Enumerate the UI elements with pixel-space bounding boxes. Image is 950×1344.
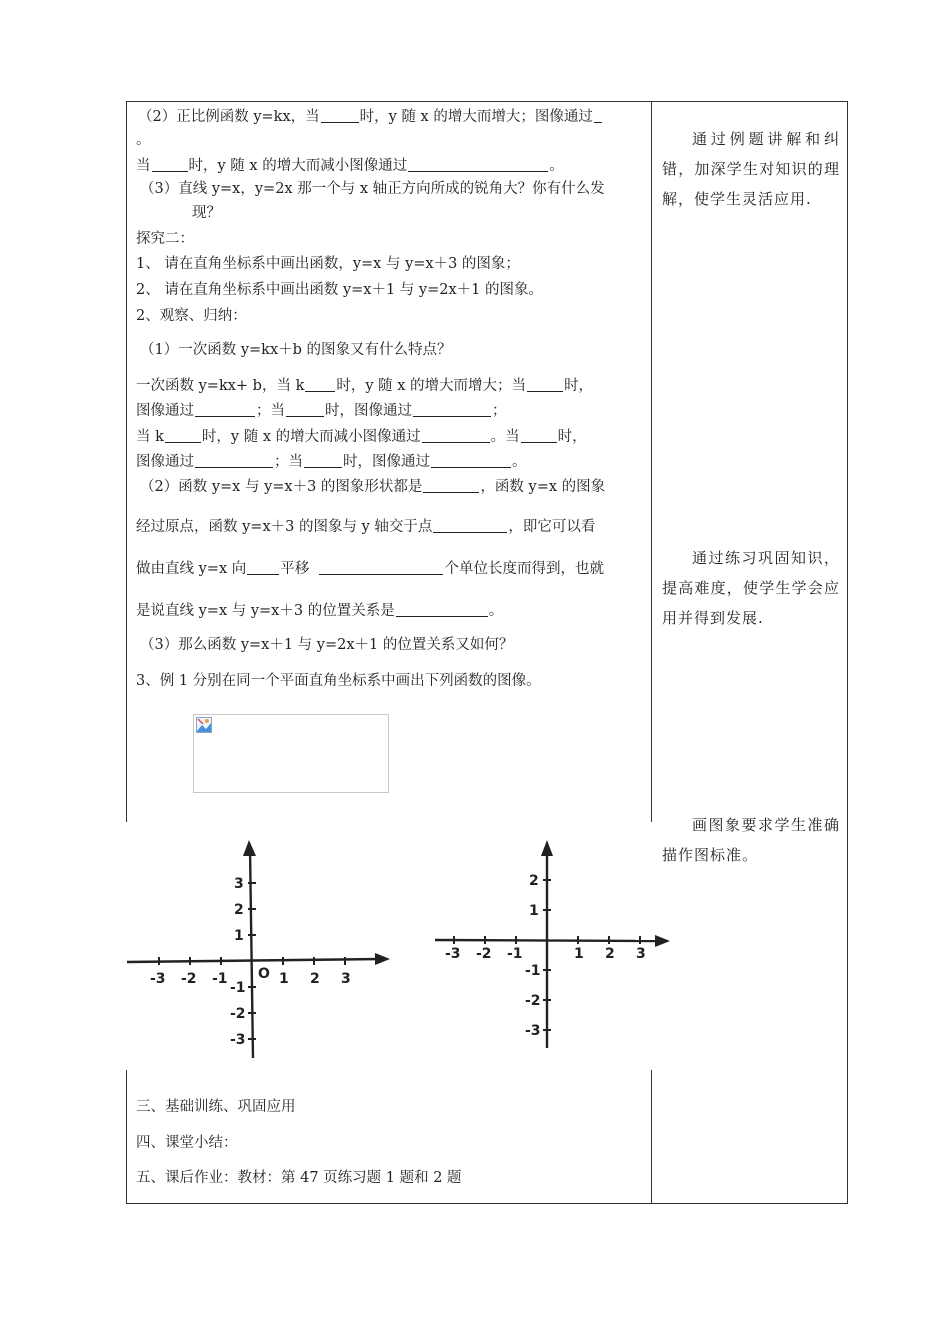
side-note-2: 通过练习巩固知识，提高难度，使学生学会应用并得到发展.	[662, 549, 840, 627]
section-heading: 五、课后作业：教材：第 47 页练习题 1 题和 2 题	[136, 1170, 462, 1186]
text-line: （2）函数 y=x 与 y=x＋3 的图象形状都是 ，函数 y=x 的图象	[140, 479, 606, 495]
text-line: 一次函数 y=kx+ b，当 k 时，y 随 x 的增大而增大；当 时，	[136, 378, 594, 394]
y-tick-label: 3	[234, 876, 244, 892]
text-line: （3）那么函数 y=x＋1 与 y=2x＋1 的位置关系又如何？	[140, 637, 514, 653]
y-tick-label: 2	[529, 873, 539, 889]
text-line: 2、 请在直角坐标系中画出函数 y=x＋1 与 y=2x＋1 的图象。	[136, 282, 543, 298]
y-tick-label: 1	[234, 928, 244, 944]
y-tick-label: 1	[529, 903, 539, 919]
side-note-1: 通过例题讲解和纠错，加深学生对知识的理解，使学生灵活应用.	[662, 130, 840, 208]
x-tick-label: -3	[150, 971, 166, 987]
x-axis-arrow	[375, 953, 390, 965]
text-line: 当 时，y 随 x 的增大而减小图像通过 。	[136, 158, 564, 174]
y-tick-label: 2	[234, 902, 244, 918]
text-line: （3）直线 y=x，y=2x 那一个与 x 轴正方向所成的锐角大？你有什么发	[140, 181, 605, 197]
text-line: 3、例 1 分别在同一个平面直角坐标系中画出下列函数的图像。	[136, 673, 541, 689]
text-line: 2、观察、归纳：	[136, 308, 247, 324]
y-tick-label: -3	[525, 1023, 541, 1039]
y-axis-arrow	[541, 840, 553, 856]
text-line: （1）一次函数 y=kx＋b 的图象又有什么特点？	[140, 342, 452, 358]
coordinate-graph-1	[127, 840, 390, 1058]
section-heading: 四、课堂小结：	[136, 1135, 238, 1151]
text-line: 图像通过 ；当 时，图像通过 。	[136, 454, 527, 470]
text-line: 经过原点，函数 y=x＋3 的图象与 y 轴交于点 ，即它可以看	[136, 519, 596, 535]
y-tick-label: -1	[525, 963, 541, 979]
text-line: 。	[136, 132, 151, 148]
text-line: 现？	[192, 205, 221, 221]
side-note-3: 画图象要求学生准确描作图标准。	[662, 816, 840, 864]
y-tick-label: -3	[230, 1032, 246, 1048]
y-axis-arrow	[243, 840, 256, 856]
x-tick-label: 1	[279, 971, 289, 987]
graphs-area	[125, 822, 675, 1070]
section-heading: 三、基础训练、巩固应用	[136, 1099, 296, 1115]
x-tick-label: 2	[310, 971, 320, 987]
origin-label: O	[258, 966, 270, 982]
image-placeholder	[193, 714, 389, 793]
coordinate-graph-2	[435, 840, 670, 1048]
text-line: 做由直线 y=x 向 平移 个单位长度而得到，也就	[136, 561, 604, 577]
x-tick-label: 3	[636, 946, 646, 962]
text-line: （2）正比例函数 y=kx，当 时，y 随 x 的增大而增大；图像通过	[138, 108, 603, 126]
column-divider-bottom	[651, 1070, 652, 1204]
column-divider-top	[651, 101, 652, 822]
x-tick-label: -1	[507, 946, 523, 962]
text-line: 当 k 时，y 随 x 的增大而减小图像通过 。当 时，	[136, 429, 587, 445]
x-tick-label: -2	[181, 971, 197, 987]
x-tick-label: 2	[605, 946, 615, 962]
x-tick-label: 3	[341, 971, 351, 987]
text-line: 1、 请在直角坐标系中画出函数，y=x 与 y=x＋3 的图象；	[136, 256, 520, 272]
x-tick-label: 1	[574, 946, 584, 962]
y-axis	[250, 848, 253, 1058]
y-tick-label: -2	[525, 993, 541, 1009]
text-line: 是说直线 y=x 与 y=x＋3 的位置关系是 。	[136, 603, 504, 619]
x-tick-label: -1	[212, 971, 228, 987]
x-tick-label: -3	[445, 946, 461, 962]
text-line: 图像通过 ；当 时，图像通过 ；	[136, 403, 507, 419]
broken-image-icon	[196, 717, 212, 733]
y-tick-label: -2	[230, 1006, 246, 1022]
x-axis-arrow	[655, 935, 670, 947]
y-tick-label: -1	[230, 980, 246, 996]
section-heading: 探究二：	[136, 231, 194, 247]
x-tick-label: -2	[476, 946, 492, 962]
